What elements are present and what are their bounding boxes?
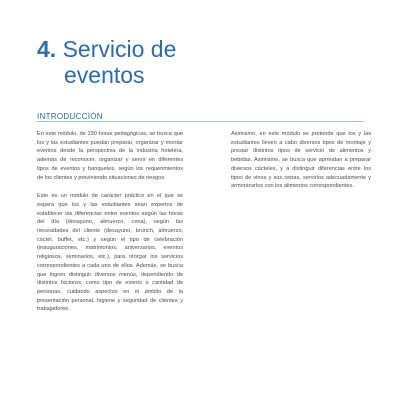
body-column-right (231, 130, 371, 201)
body-column-left (37, 130, 183, 324)
paragraph: Este es un módulo de carácter práctico en el que se espera que los y las estudiantes sean expertos de establecer las diferencias entre eventos según las horas del día (desayuno, almuerzo, cena), según las necesidades del cliente (desayuno, brunch, almuerzo, cóctel, buffet, etc.) y según el tipo de celebración (inauguraciones, matrimonios, aniversarios, eventos religiosos, seminarios, etc.), para otorgar los servicios correspondientes a cada uno de ellos. Además, se busca que logren distinguir diversos menús, dependiendo de distintos factores, como tipo de evento o cantidad de personas, cuidando aspectos en el ámbito de la presentación personal, higiene y seguridad de clientes y trabajadores. (37, 193, 183, 313)
paragraph: Asimismo, en este módulo se pretende que los y las estudiantes lleven a cabo diversos tipos de montaje y prestar distintos tipos de servicio de alimentos y bebidas. Asimismo, se busca que aprendan a preparar diversos cócteles, y a distinguir diferencias entre los tipos de vinos y sus cepas, servirlos adecuadamente y armonizarlos con los alimentos correspondientes. (231, 131, 371, 190)
chapter-title (37, 36, 176, 88)
chapter-number: 4. (37, 36, 57, 62)
section-divider (37, 121, 363, 122)
chapter-title-line2: eventos (64, 62, 145, 88)
section-heading: INTRODUCCIÓN (37, 112, 103, 121)
paragraph: En este módulo, de 190 horas pedagógicas, se busca que los y las estudiantes puedan preparar, organizar y montar eventos desde la perspectiva de la industria hotelera, además de reconocer, organizar y servir en diferentes tipos de eventos y banquetes, según los requerimientos de los clientes y previniendo situaciones de riesgos. (37, 131, 183, 181)
chapter-title-line1: Servicio de (62, 36, 177, 62)
